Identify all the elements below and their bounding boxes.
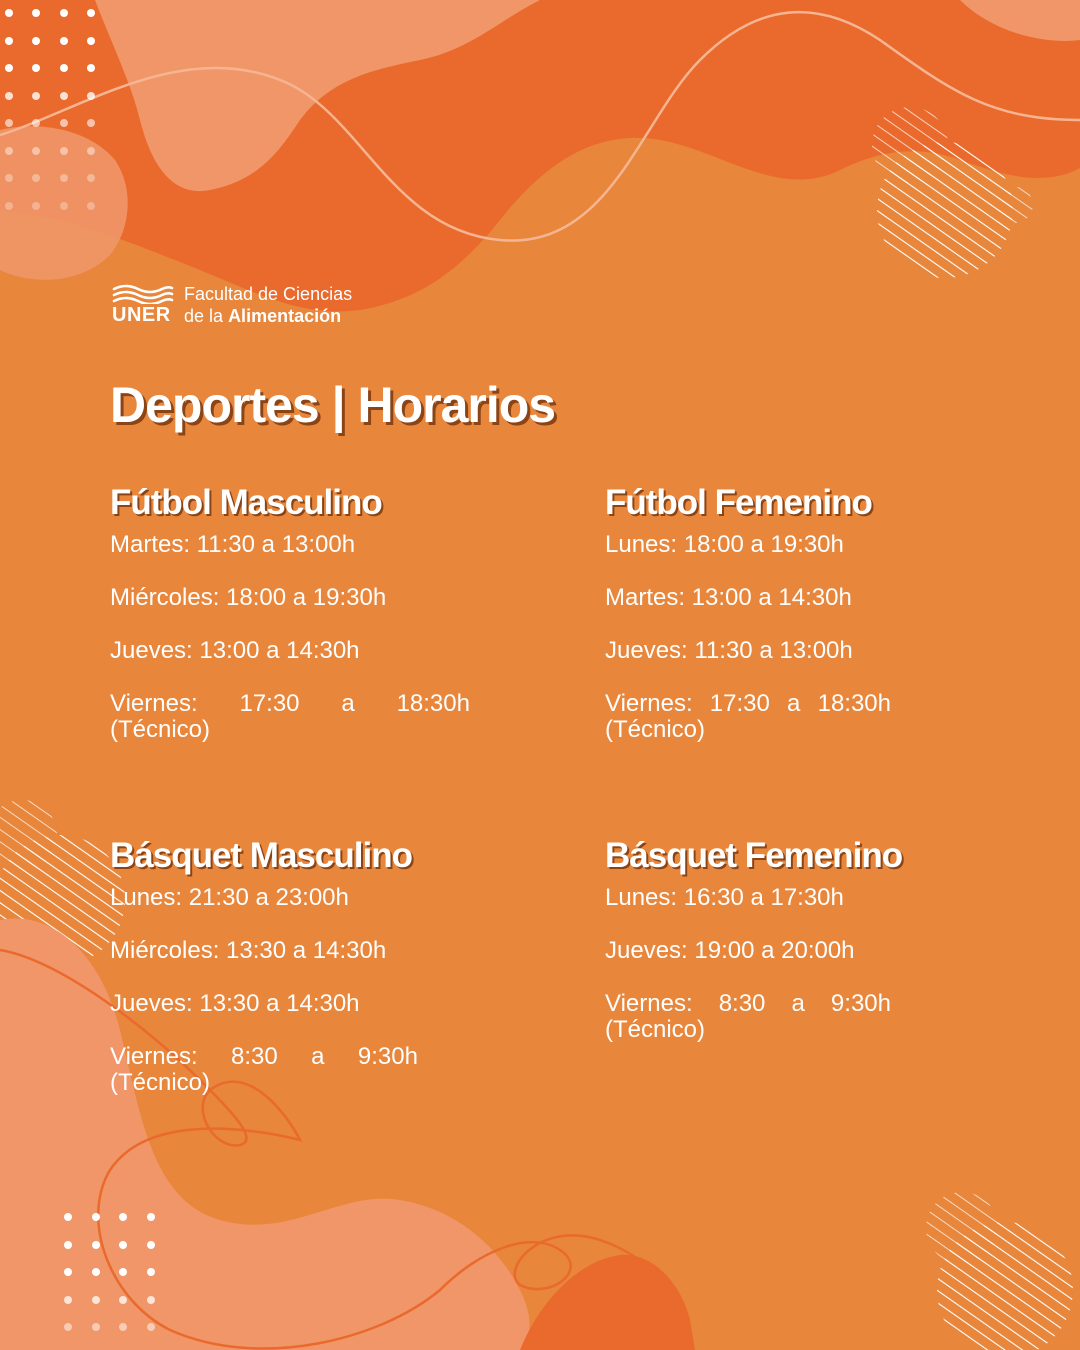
schedule-time-part: 9:30h — [357, 1043, 418, 1070]
schedule-note: (Técnico) — [605, 716, 706, 743]
schedule-item — [110, 938, 418, 964]
schedule-time-part: 8:30 — [718, 990, 766, 1017]
schedule-time-part: Viernes: — [110, 690, 198, 717]
schedule-time-part: a — [791, 990, 805, 1017]
schedule-time-part: Viernes: — [605, 690, 693, 717]
schedule-time-part: Viernes: — [110, 1043, 198, 1070]
schedule-time-part: a — [341, 690, 355, 717]
schedule-time: Jueves: 11:30 a 13:00h — [605, 637, 853, 664]
schedule-time: Lunes: 18:00 a 19:30h — [605, 531, 844, 558]
schedule-time: Martes: 13:00 a 14:30h — [605, 584, 852, 611]
logo-line-2-prefix: de la — [184, 306, 224, 326]
schedule-item — [605, 938, 891, 964]
schedule-time: Lunes: 21:30 a 23:00h — [110, 884, 349, 911]
page-title: Deportes | Horarios — [110, 377, 556, 433]
logo-line-2 — [184, 306, 341, 327]
schedule-note: (Técnico) — [110, 1069, 211, 1096]
schedule-time: Martes: 11:30 a 13:00h — [110, 531, 356, 558]
schedule-item — [605, 885, 891, 911]
schedule-time: Jueves: 13:00 a 14:30h — [110, 637, 360, 664]
section-title: Básquet Femenino — [605, 836, 903, 875]
logo-line-1: Facultad de Ciencias — [184, 284, 353, 304]
schedule-time: Lunes: 16:30 a 17:30h — [605, 884, 844, 911]
bottom-blob-dark — [520, 1255, 695, 1350]
schedule-item — [605, 532, 891, 558]
section-futbol-masculino — [110, 483, 470, 743]
schedule-note: (Técnico) — [605, 1016, 706, 1043]
schedule-time-part: 18:30h — [817, 690, 891, 717]
schedule-time: Miércoles: 13:30 a 14:30h — [110, 937, 387, 964]
schedule-item — [110, 638, 470, 664]
schedule-time-part: a — [311, 1043, 325, 1070]
schedule-time-part: 9:30h — [830, 990, 891, 1017]
schedule-item — [110, 585, 470, 611]
schedule-time-part: Viernes: — [605, 990, 693, 1017]
schedule-item — [110, 991, 418, 1017]
section-basquet-femenino — [605, 836, 903, 1043]
schedule-time-part: 18:30h — [396, 690, 470, 717]
logo-acronym: UNER — [112, 304, 171, 326]
schedule-time: Jueves: 19:00 a 20:00h — [605, 937, 855, 964]
schedule-time — [110, 691, 470, 717]
schedule-time-part: 8:30 — [231, 1043, 278, 1070]
schedule-item — [605, 638, 891, 664]
schedule-time — [605, 691, 891, 717]
schedule-time-part: 17:30 — [239, 690, 300, 717]
schedule-item — [110, 885, 418, 911]
section-title: Básquet Masculino — [110, 836, 412, 875]
schedule-time: Jueves: 13:30 a 14:30h — [110, 990, 360, 1017]
schedule-list — [605, 532, 891, 743]
schedule-time — [605, 991, 891, 1017]
schedule-note: (Técnico) — [110, 716, 211, 743]
schedule-item — [110, 691, 470, 743]
schedule-list — [605, 885, 891, 1043]
schedule-time: Miércoles: 18:00 a 19:30h — [110, 584, 387, 611]
waves-icon — [112, 284, 174, 304]
schedule-item — [605, 585, 891, 611]
section-title: Fútbol Femenino — [605, 483, 872, 522]
schedule-time-part: a — [787, 690, 801, 717]
schedule-item — [605, 991, 891, 1043]
striped-circle-bottom-right — [926, 1192, 1073, 1350]
schedule-time — [110, 1044, 418, 1070]
schedule-item — [110, 1044, 418, 1096]
section-futbol-femenino — [605, 483, 891, 743]
section-title: Fútbol Masculino — [110, 483, 382, 522]
schedule-time-part: 17:30 — [709, 690, 770, 717]
schedule-list — [110, 885, 418, 1096]
section-basquet-masculino — [110, 836, 418, 1096]
schedule-item — [605, 691, 891, 743]
schedule-item — [110, 532, 470, 558]
schedule-list — [110, 532, 470, 743]
logo-line-2-bold: Alimentación — [228, 306, 342, 326]
